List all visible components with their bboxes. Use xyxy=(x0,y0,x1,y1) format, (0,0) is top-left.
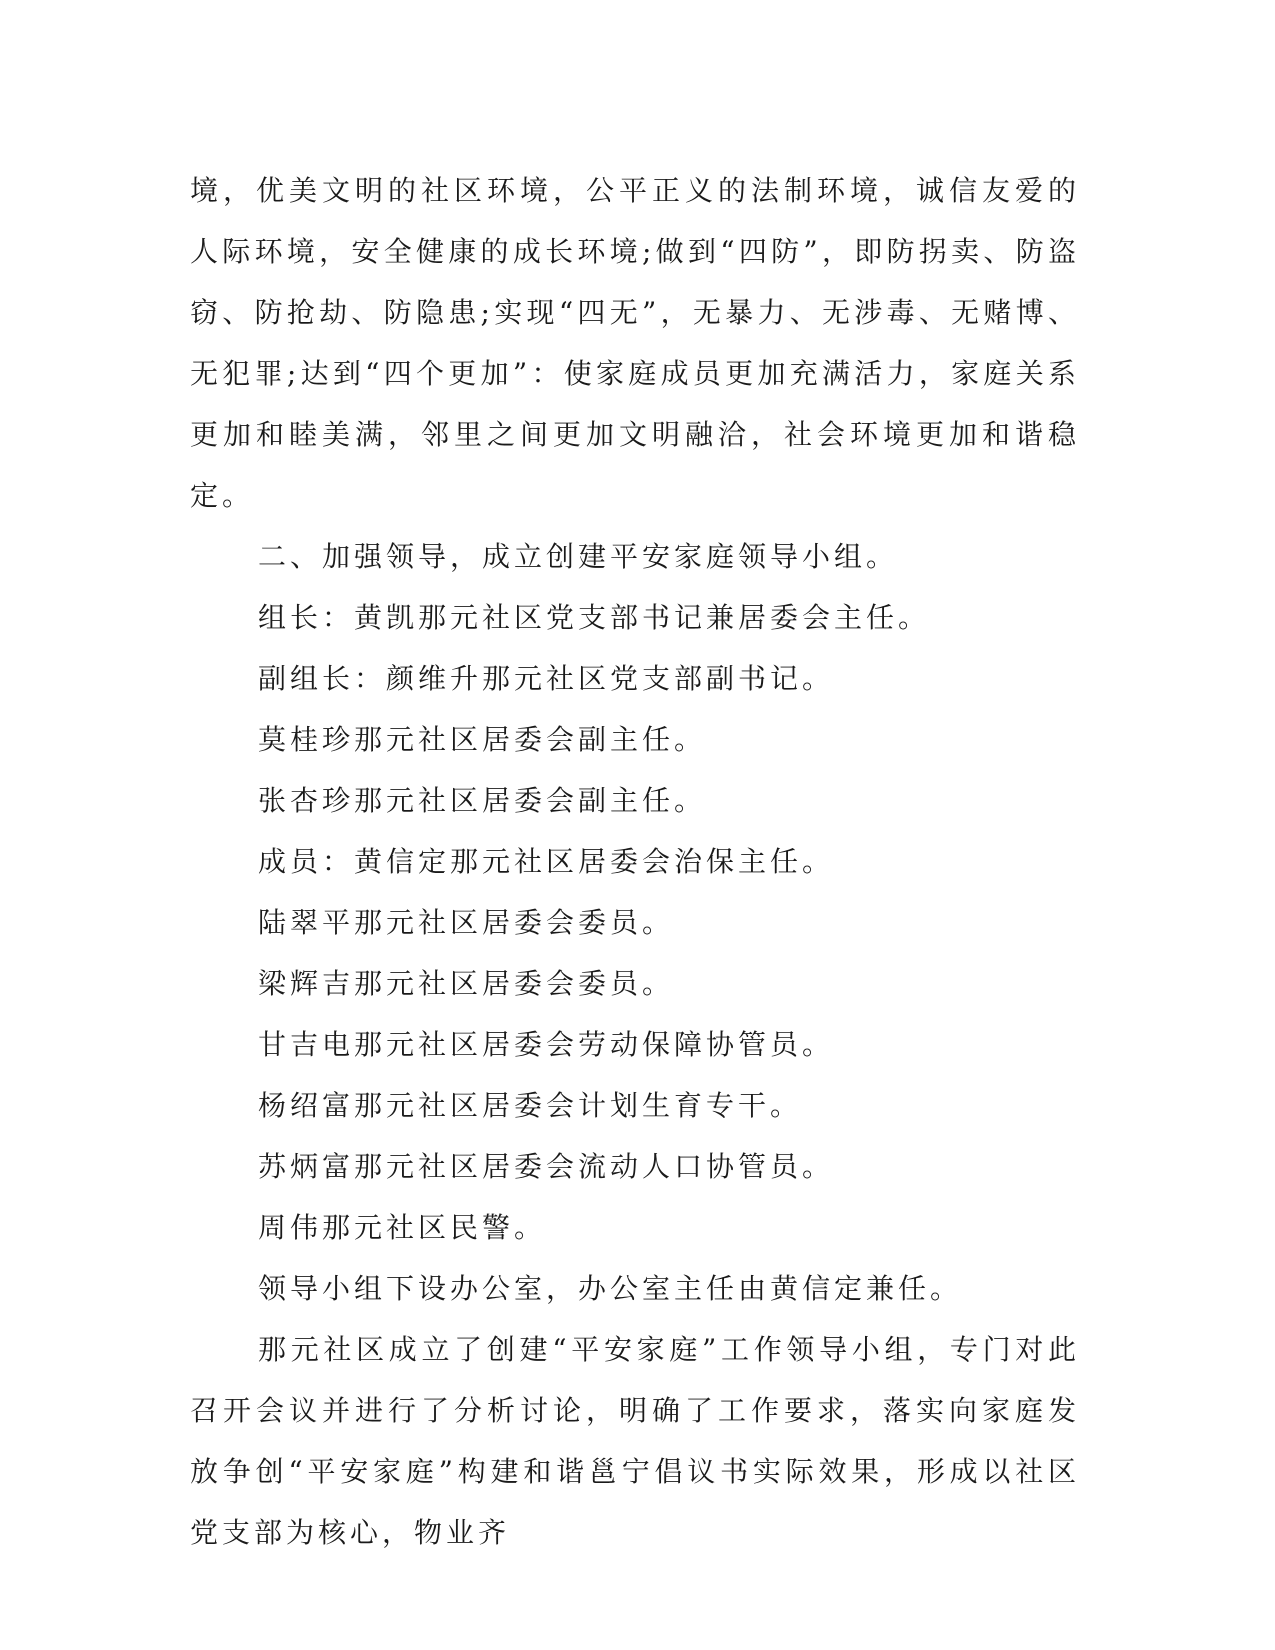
member-line: 苏炳富那元社区居委会流动人口协管员。 xyxy=(258,1150,835,1183)
member-line: 梁辉吉那元社区居委会委员。 xyxy=(258,967,675,1000)
deputy-member-line: 张杏珍那元社区居委会副主任。 xyxy=(258,784,707,817)
member-line: 甘吉电那元社区居委会劳动保障协管员。 xyxy=(258,1028,835,1061)
office-line: 领导小组下设办公室，办公室主任由黄信定兼任。 xyxy=(258,1272,963,1305)
leader-line: 组长：黄凯那元社区党支部书记兼居委会主任。 xyxy=(258,601,931,634)
section-heading-leadership: 二、加强领导，成立创建平安家庭领导小组。 xyxy=(258,540,899,573)
paragraph-continuation: 境，优美文明的社区环境，公平正义的法制环境，诚信友爱的人际环境，安全健康的成长环境;做到“四防”，即防拐卖、防盗窃、防抢劫、防隐患;实现“四无”，无暴力、无涉毒、无赌博、无犯罪;达到“四个更加”：使家庭成员更加充满活力，家庭关系更加和睦美满，邻里之间更加文明融洽，社会环境更加和谐稳定。 xyxy=(190,174,1080,512)
document-body xyxy=(190,160,1080,1563)
deputy-member-line: 莫桂珍那元社区居委会副主任。 xyxy=(258,723,707,756)
deputy-leader-line: 副组长：颜维升那元社区党支部副书记。 xyxy=(258,662,835,695)
member-line: 杨绍富那元社区居委会计划生育专干。 xyxy=(258,1089,803,1122)
member-line: 周伟那元社区民警。 xyxy=(258,1211,547,1244)
members-line: 成员：黄信定那元社区居委会治保主任。 xyxy=(258,845,835,878)
member-line: 陆翠平那元社区居委会委员。 xyxy=(258,906,675,939)
paragraph-body: 那元社区成立了创建“平安家庭”工作领导小组，专门对此召开会议并进行了分析讨论，明确了工作要求，落实向家庭发放争创“平安家庭”构建和谐邕宁倡议书实际效果，形成以社区党支部为核心，物业齐 xyxy=(190,1333,1080,1549)
